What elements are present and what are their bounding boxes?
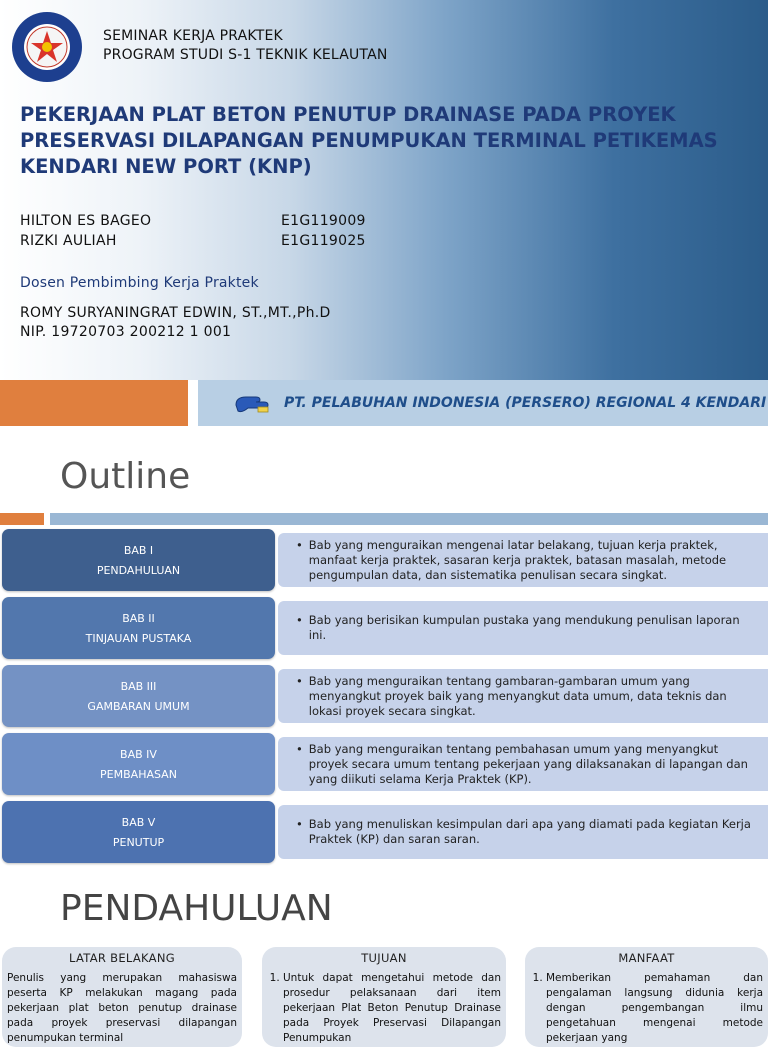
chapter-description <box>278 601 768 655</box>
pendahuluan-slide <box>0 870 768 1044</box>
chapter-description <box>278 737 768 791</box>
manfaat-card <box>525 947 768 1047</box>
chapter-number: BAB I <box>123 543 154 557</box>
chapter-description-text: Bab yang berisikan kumpulan pustaka yang mendukung penulisan laporan ini. <box>308 613 740 642</box>
chapter-number: BAB IV <box>120 747 157 761</box>
student-nim: E1G119009 <box>281 213 366 229</box>
title-line: PRESERVASI DILAPANGAN PENUMPUKAN TERMINAL PETIKEMAS <box>20 129 718 152</box>
bullet-icon: • <box>296 537 303 552</box>
chapter-name: TINJAUAN PUSTAKA <box>85 631 192 645</box>
bullet-icon: • <box>296 817 303 831</box>
title-line: PEKERJAAN PLAT BETON PENUTUP DRAINASE PADA PROYEK <box>20 103 676 126</box>
card-header: MANFAAT <box>618 951 675 965</box>
card-header: TUJUAN <box>361 951 407 965</box>
student-nim: E1G119025 <box>281 233 366 249</box>
chapter-name: PENDAHULUAN <box>96 563 181 577</box>
chapter-description <box>278 669 768 723</box>
bullet-icon: • <box>296 673 303 688</box>
pointing-hand-icon <box>234 391 270 417</box>
latar-belakang-card <box>2 947 242 1047</box>
chapter-name: PEMBAHASAN <box>100 767 177 781</box>
company-name: PT. PELABUHAN INDONESIA (PERSERO) REGIONAL 4 KENDARI <box>284 395 767 411</box>
chapter-name: GAMBARAN UMUM <box>87 699 190 713</box>
list-item: 1. Untuk dapat mengetahui metode dan prosedur pelaksanaan dari item pekerjaan Plat Beton Penutup Drainase pada Proyek Preservasi Dilapangan Penumpukan <box>283 971 501 1046</box>
outline-slide <box>0 440 768 870</box>
program-header: PROGRAM STUDI S-1 TEKNIK KELAUTAN <box>103 47 388 63</box>
chapter-box-bab-1 <box>2 529 275 591</box>
card-body <box>525 965 768 1046</box>
card-header: LATAR BELAKANG <box>69 951 175 965</box>
chapter-number: BAB V <box>121 815 156 829</box>
chapter-description-text: Bab yang menguraikan tentang gambaran-gambaran umum yang menyangkut proyek baik yang menyangkut data umum, data teknis dan lokasi proyek secara singkat. <box>308 673 727 718</box>
university-logo-icon <box>11 11 83 83</box>
tujuan-card <box>262 947 506 1047</box>
card-body <box>262 965 506 1046</box>
chapter-number: BAB III <box>120 679 157 693</box>
chapter-description <box>278 533 768 587</box>
chapter-description-text: Bab yang menguraikan mengenai latar belakang, tujuan kerja praktek, manfaat kerja praktek, sasaran kerja praktek, batasan masalah, metode pengumpulan data, dan sistematika penulisan secara singkat. <box>308 537 727 582</box>
chapter-name: PENUTUP <box>112 835 165 849</box>
chapter-description-text: Bab yang menguraikan tentang pembahasan umum yang menyangkut proyek secara umum tentang pekerjaan yang dilaksanakan di lapangan dan yang diikuti selama Kerja Praktek (KP). <box>308 741 748 786</box>
chapter-description <box>278 805 768 859</box>
bullet-icon: • <box>296 741 303 756</box>
advisor-nip: NIP. 19720703 200212 1 001 <box>20 324 232 340</box>
chapter-number: BAB II <box>122 611 155 625</box>
chapter-box-bab-4 <box>2 733 275 795</box>
bullet-icon: • <box>296 613 303 627</box>
accent-bar-blue <box>50 513 768 525</box>
chapter-box-bab-3 <box>2 665 275 727</box>
student-name: RIZKI AULIAH <box>20 233 117 249</box>
chapter-box-bab-2 <box>2 597 275 659</box>
student-name: HILTON ES BAGEO <box>20 213 152 229</box>
title-slide <box>0 0 768 440</box>
pendahuluan-title: PENDAHULUAN <box>60 888 333 929</box>
presentation-title <box>20 102 760 180</box>
advisor-name: ROMY SURYANINGRAT EDWIN, ST.,MT.,Ph.D <box>20 305 331 321</box>
chapter-box-bab-5 <box>2 801 275 863</box>
seminar-header: SEMINAR KERJA PRAKTEK <box>103 28 283 44</box>
chapter-description-text: Bab yang menuliskan kesimpulan dari apa yang diamati pada kegiatan Kerja Praktek (KP) dan saran saran. <box>308 817 751 846</box>
accent-bar-orange <box>0 513 44 525</box>
card-body: Penulis yang merupakan mahasiswa peserta KP melakukan magang pada pekerjaan plat beton penutup drainase pada proyek preservasi dilapangan penumpukan terminal <box>7 972 237 1044</box>
list-item: 1. Memberikan pemahaman dan pengalaman langsung didunia kerja dengan pengembangan ilmu pengetahuan mengenai metode pekerjaan yang <box>546 971 763 1046</box>
accent-bar-orange <box>0 380 188 426</box>
title-line: KENDARI NEW PORT (KNP) <box>20 155 312 178</box>
outline-title: Outline <box>60 456 191 497</box>
advisor-label: Dosen Pembimbing Kerja Praktek <box>20 275 259 291</box>
